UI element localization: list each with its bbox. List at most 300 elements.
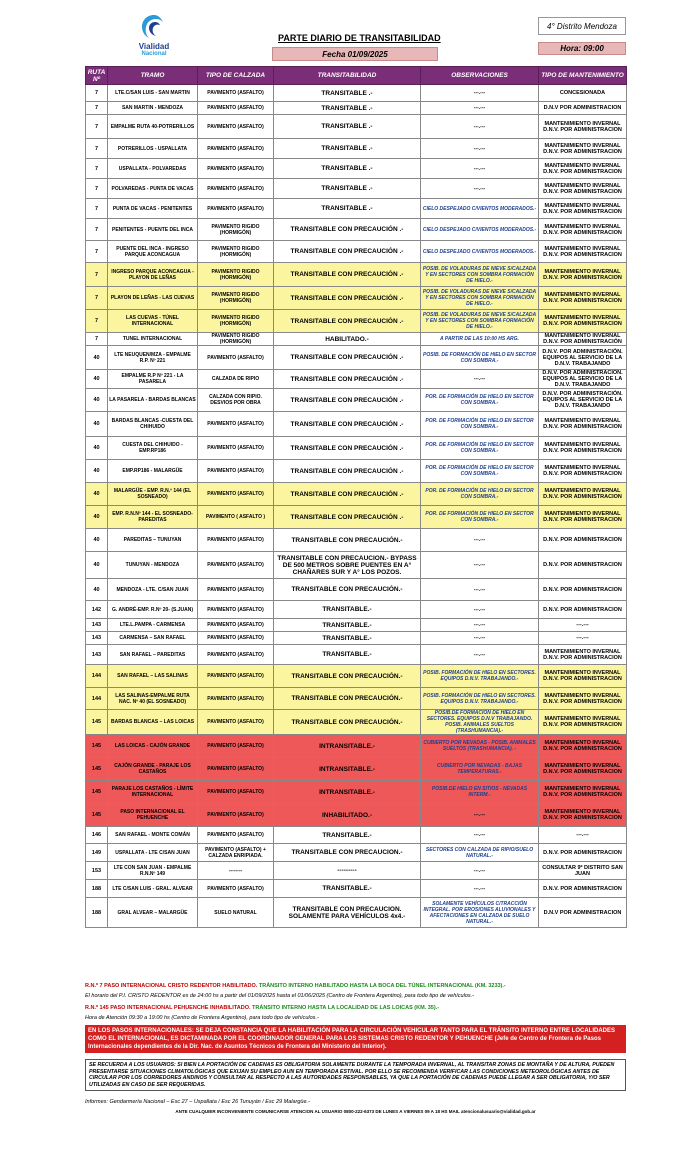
- cell-mant: MANTENIMIENTO INVERNAL D.N.V. POR ADMINISTRACION: [539, 310, 627, 333]
- table-row: [86, 898, 627, 928]
- table-row: [86, 483, 627, 506]
- cell-obs: POR. DE FORMACIÓN DE HIELO EN SECTOR CON SOMBRA.-: [421, 412, 539, 437]
- cell-mant: MANTENIMIENTO INVERNAL D.N.V. POR ADMINISTRACION: [539, 758, 627, 781]
- cell-ruta: 40: [86, 506, 108, 529]
- cell-calzada: PAVIMENTO (ASFALTO): [198, 159, 274, 179]
- cell-tramo: LAS LOICAS - CAJÓN GRANDE: [108, 735, 198, 758]
- cell-trans: INTRANSITABLE.-: [274, 781, 421, 804]
- cell-tramo: PASO INTERNACIONAL EL PEHUENCHE: [108, 804, 198, 827]
- header-tramo: TRAMO: [108, 67, 198, 85]
- table-row: [86, 880, 627, 898]
- cell-obs: ---.---: [421, 645, 539, 665]
- cell-mant: MANTENIMIENTO INVERNAL D.N.V. POR ADMINISTRACION: [539, 735, 627, 758]
- cell-ruta: 153: [86, 862, 108, 880]
- table-row: [86, 370, 627, 389]
- cell-obs: ---.---: [421, 579, 539, 601]
- cell-calzada: PAVIMENTO (ASFALTO): [198, 601, 274, 619]
- transitability-table: [85, 66, 627, 928]
- cell-trans: TRANSITABLE CON PRECAUCIÓN.-: [274, 579, 421, 601]
- contact-line: ANTE CUALQUIER INCONVENIENTE COMUNICARSE ATENCION AL USUARIO 0800-222-6373 DE LUNES A VIERNES 09 A 18 HS MAIL atencionalusuario@vialidad.gob.ar: [175, 1109, 536, 1114]
- cell-tramo: PLAYON DE LEÑAS - LAS CUEVAS: [108, 287, 198, 310]
- table-row: [86, 263, 627, 287]
- cell-tramo: BARDAS BLANCAS -CUESTA DEL CHIHUIDO: [108, 412, 198, 437]
- cell-trans: ---------: [274, 862, 421, 880]
- cell-ruta: 40: [86, 412, 108, 437]
- pehuenche-status-head: R.N.º 145 PASO INTERNACIONAL PEHUENCHE INHABILITADO.: [85, 1005, 251, 1011]
- cristo-horario: El horario del P.I. CRISTO REDENTOR es de 24:00 hs a partir del 01/09/2025 hasta el 01/06/2025 (Centro de Frontera Argentino), para todo tipo de vehículos.-: [85, 993, 474, 999]
- cell-trans: TRANSITABLE CON PRECAUCIÓN .-: [274, 310, 421, 333]
- cell-tramo: MENDOZA - LTE. C/SAN JUAN: [108, 579, 198, 601]
- cell-tramo: TUNUYAN - MENDOZA: [108, 552, 198, 579]
- cell-mant: MANTENIMIENTO INVERNAL D.N.V. POR ADMINISTRACION: [539, 287, 627, 310]
- vialidad-logo-icon: [139, 12, 169, 42]
- cell-tramo: SAN RAFAEL – LAS SALINAS: [108, 665, 198, 688]
- cell-tramo: POLVAREDAS - PUNTA DE VACAS: [108, 179, 198, 199]
- cell-mant: D.N.V. POR ADMINISTRACION: [539, 579, 627, 601]
- cell-tramo: EMP.RP186 - MALARGÜE: [108, 460, 198, 483]
- cell-obs: ---.---: [421, 804, 539, 827]
- cell-ruta: 7: [86, 102, 108, 115]
- cell-trans: TRANSITABLE CON PRECAUCIÓN.-: [274, 529, 421, 552]
- table-body: [86, 85, 627, 928]
- cell-calzada: PAVIMENTO (ASFALTO): [198, 460, 274, 483]
- cell-calzada: PAVIMENTO (ASFALTO): [198, 483, 274, 506]
- cell-trans: TRANSITABLE CON PRECAUCIÓN .-: [274, 389, 421, 412]
- cell-tramo: LTE CON SAN JUAN - EMPALME R.N.Nº 149: [108, 862, 198, 880]
- cell-obs: POSIB. DE VOLADURAS DE NIEVE S/CALZADA Y EN SECTORES CON SOMBRA FORMACIÓN DE HIELO.-: [421, 310, 539, 333]
- cell-ruta: 7: [86, 219, 108, 241]
- cell-ruta: 145: [86, 781, 108, 804]
- cristo-status-tail: TRÁNSITO INTERNO HABILITADO HASTA LA BOCA DEL TÚNEL INTERNACIONAL (KM. 3233).-: [258, 983, 506, 989]
- table-row: [86, 310, 627, 333]
- pasos-internacionales-notice: EN LOS PASOS INTERNACIONALES: SE DEJA CONSTANCIA QUE LA HABILITACIÓN PARA LA CIRCULACIÓN VEHICULAR TANTO PARA EL TRÁNSITO INTERNO ENTRE LOCALIDADES COMO EL INTERNACIONAL, ES DICTAMINADA POR EL COORDINADOR GENERAL PARA LOS SISTEMAS CRISTO REDENTOR Y PEHUENCHE (Jefe de Centro de Frontera de Pasos Internacionales dependientes de la Dir. Nac. de Asuntos Técnicos de Frontera del Ministerio del Interior).: [85, 1025, 626, 1053]
- cell-obs: ---.---: [421, 619, 539, 632]
- cell-tramo: LAS CUEVAS - TÚNEL INTERNACIONAL: [108, 310, 198, 333]
- table-row: [86, 688, 627, 710]
- cristo-redentor-status: [85, 983, 626, 990]
- cell-calzada: PAVIMENTO RIGIDO (HORMIGÓN): [198, 333, 274, 346]
- cell-ruta: 7: [86, 333, 108, 346]
- cell-tramo: SAN RAFAEL - MONTE COMÁN: [108, 827, 198, 844]
- cell-calzada: PAVIMENTO (ASFALTO): [198, 804, 274, 827]
- cell-calzada: PAVIMENTO RIGIDO (HORMIGÓN): [198, 287, 274, 310]
- cell-mant: CONCESIONADA: [539, 85, 627, 102]
- cristo-status-head: R.N.º 7 PASO INTERNACIONAL CRISTO REDENTOR HABILITADO.: [85, 983, 258, 989]
- cell-tramo: CAJÓN GRANDE - PARAJE LOS CASTAÑOS: [108, 758, 198, 781]
- cell-trans: TRANSITABLE CON PRECAUCION.-: [274, 844, 421, 862]
- cell-ruta: 40: [86, 437, 108, 460]
- cell-mant: MANTENIMIENTO INVERNAL D.N.V. POR ADMINISTRACION: [539, 645, 627, 665]
- cell-calzada: PAVIMENTO RIGIDO (HORMIGÓN): [198, 219, 274, 241]
- cell-mant: MANTENIMIENTO INVERNAL D.N.V. POR ADMINISTRACION: [539, 688, 627, 710]
- cell-obs: CUBIERTO POR NEVADAS - POSIB. ANIMALES SUELTOS (TRASHUMANCIA). -: [421, 735, 539, 758]
- table-row: [86, 645, 627, 665]
- header-mantenimiento: TIPO DE MANTENIMIENTO: [539, 67, 627, 85]
- cell-ruta: 145: [86, 735, 108, 758]
- cell-tramo: EMPALME R.P Nº 221 - LA PASARELA: [108, 370, 198, 389]
- cell-obs: CIELO DESPEJADO C/VIENTOS MODERADOS.-: [421, 219, 539, 241]
- cell-ruta: 145: [86, 758, 108, 781]
- table-header-row: [86, 67, 627, 85]
- cell-calzada: PAVIMENTO (ASFALTO): [198, 632, 274, 645]
- cell-mant: D.N.V. POR ADMINISTRACIÓN. EQUIPOS AL SERVICIO DE LA D.N.V. TRABAJANDO: [539, 370, 627, 389]
- cell-obs: POSIB. FORMACIÓN DE HIELO EN SECTORES. EQUIPOS D.N.V. TRABAJANDO.-: [421, 665, 539, 688]
- cell-trans: TRANSITABLE .-: [274, 85, 421, 102]
- vialidad-logo: [134, 12, 174, 64]
- cell-obs: ---.---: [421, 139, 539, 159]
- logo-subtext: Nacional: [141, 51, 167, 57]
- cell-mant: MANTENIMIENTO INVERNAL D.N.V. POR ADMINISTRACION: [539, 241, 627, 263]
- cell-ruta: 149: [86, 844, 108, 862]
- cell-ruta: 40: [86, 579, 108, 601]
- cell-trans: TRANSITABLE .-: [274, 179, 421, 199]
- cell-obs: ---.---: [421, 102, 539, 115]
- table-row: [86, 506, 627, 529]
- cell-trans: TRANSITABLE CON PRECAUCIÓN .-: [274, 437, 421, 460]
- cell-obs: CIELO DESPEJADO C/VIENTOS MODERADOS.-: [421, 199, 539, 219]
- cell-tramo: EMPALME RUTA 40-POTRERILLOS: [108, 115, 198, 139]
- table-row: [86, 758, 627, 781]
- table-row: [86, 389, 627, 412]
- cell-ruta: 7: [86, 139, 108, 159]
- header-transitabilidad: TRANSITABILIDAD: [274, 67, 421, 85]
- cell-tramo: CARMENSA – SAN RAFAEL: [108, 632, 198, 645]
- table-row: [86, 241, 627, 263]
- pehuenche-atencion: Hora de Atención 09:30 a 19:00 hs (Centro de Frontera Argentino), para todo tipo de vehículos.-: [85, 1015, 319, 1021]
- cell-trans: HABILITADO.-: [274, 333, 421, 346]
- pehuenche-status: [85, 1005, 626, 1012]
- cell-trans: INTRANSITABLE.-: [274, 735, 421, 758]
- table-row: [86, 632, 627, 645]
- cell-tramo: LTE.L.PAMPA - CARMENSA: [108, 619, 198, 632]
- cell-mant: MANTENIMIENTO INVERNAL D.N.V. POR ADMINISTRACION: [539, 781, 627, 804]
- table-row: [86, 804, 627, 827]
- cell-calzada: PAVIMENTO (ASFALTO): [198, 102, 274, 115]
- cell-calzada: PAVIMENTO RIGIDO (HORMIGÓN): [198, 263, 274, 287]
- cell-calzada: PAVIMENTO (ASFALTO): [198, 139, 274, 159]
- cell-obs: ---.---: [421, 179, 539, 199]
- cell-tramo: GRAL ALVEAR – MALARGÜE: [108, 898, 198, 928]
- cell-mant: MANTENIMIENTO INVERNAL D.N.V. POR ADMINISTRACION: [539, 710, 627, 735]
- cell-obs: POSIB. DE FORMACIÓN DE HIELO EN SECTOR CON SOMBRA.-: [421, 346, 539, 370]
- cell-calzada: PAVIMENTO (ASFALTO): [198, 199, 274, 219]
- cell-trans: TRANSITABLE CON PRECAUCIÓN .-: [274, 483, 421, 506]
- cell-trans: TRANSITABLE .-: [274, 139, 421, 159]
- cell-ruta: 146: [86, 827, 108, 844]
- cell-mant: MANTENIMIENTO INVERNAL D.N.V. POR ADMINISTRACION: [539, 115, 627, 139]
- cell-trans: TRANSITABLE.-: [274, 645, 421, 665]
- cell-calzada: PAVIMENTO ( ASFALTO ): [198, 506, 274, 529]
- table-row: [86, 139, 627, 159]
- cell-mant: D.N.V. POR ADMINISTRACIÓN. EQUIPOS AL SERVICIO DE LA D.N.V. TRABAJANDO: [539, 346, 627, 370]
- report-date: Fecha 01/09/2025: [272, 47, 438, 61]
- cell-obs: POSIB.DE FORMACIÓN DE HIELO EN SECTORES. EQUIPOS D.N.V TRABAJANDO. POSIB. ANIMALES SUELTOS (TRASHUMANCIA).-: [421, 710, 539, 735]
- cell-obs: ---.---: [421, 632, 539, 645]
- cell-obs: CIELO DESPEJADO C/VIENTOS MODERADOS.-: [421, 241, 539, 263]
- cell-mant: D.N.V. POR ADMINISTRACION: [539, 529, 627, 552]
- cell-mant: MANTENIMIENTO INVERNAL D.N.V. POR ADMINISTRACION: [539, 159, 627, 179]
- cell-ruta: 188: [86, 880, 108, 898]
- cell-obs: CUBIERTO POR NEVADAS - BAJAS TEMPERATURAS.-: [421, 758, 539, 781]
- cell-mant: MANTENIMIENTO INVERNAL D.N.V. POR ADMINISTRACION: [539, 506, 627, 529]
- cell-ruta: 7: [86, 85, 108, 102]
- cell-tramo: MALARGÜE - EMP. R.N.º 144 (EL SOSNEADO): [108, 483, 198, 506]
- table-row: [86, 529, 627, 552]
- table-row: [86, 710, 627, 735]
- cell-obs: POSIB. DE VOLADURAS DE NIEVE S/CALZADA Y EN SECTORES CON SOMBRA FORMACIÓN DE HIELO.-: [421, 287, 539, 310]
- header-observaciones: OBSERVACIONES: [421, 67, 539, 85]
- cell-mant: MANTENIMIENTO INVERNAL D.N.V. POR ADMINISTRACION: [539, 263, 627, 287]
- cell-trans: TRANSITABLE.-: [274, 880, 421, 898]
- cell-ruta: 40: [86, 389, 108, 412]
- cell-ruta: 40: [86, 460, 108, 483]
- cell-calzada: PAVIMENTO (ASFALTO): [198, 437, 274, 460]
- cell-calzada: PAVIMENTO (ASFALTO): [198, 179, 274, 199]
- cell-mant: D.N.V POR ADMINISTRACION: [539, 898, 627, 928]
- informes-source: Informes: Gendarmería Nacional – Esc 27 – Uspallata / Esc 26 Tunuyán / Esc 29 Malargüe.-: [85, 1099, 310, 1105]
- cell-tramo: G. ANDRÉ-EMP. R.Nº 20- (S.JUAN): [108, 601, 198, 619]
- cell-obs: SECTORES CON CALZADA DE RIPIO/SUELO NATURAL.-: [421, 844, 539, 862]
- cell-obs: ---.---: [421, 159, 539, 179]
- cell-mant: D.N.V. POR ADMINISTRACION: [539, 552, 627, 579]
- table-row: [86, 460, 627, 483]
- cell-trans: TRANSITABLE.-: [274, 619, 421, 632]
- cell-tramo: USPALLATA - LTE C/SAN JUAN: [108, 844, 198, 862]
- cell-ruta: 188: [86, 898, 108, 928]
- cell-mant: MANTENIMIENTO INVERNAL D.N.V. POR ADMINISTRACION: [539, 460, 627, 483]
- cell-calzada: PAVIMENTO (ASFALTO): [198, 619, 274, 632]
- cell-ruta: 145: [86, 804, 108, 827]
- cell-mant: D.N.V. POR ADMINISTRACION: [539, 601, 627, 619]
- cell-obs: POR. DE FORMACIÓN DE HIELO EN SECTOR CON SOMBRA.-: [421, 483, 539, 506]
- cell-calzada: PAVIMENTO (ASFALTO): [198, 346, 274, 370]
- cell-calzada: PAVIMENTO (ASFALTO): [198, 735, 274, 758]
- cell-ruta: 7: [86, 199, 108, 219]
- table-row: [86, 219, 627, 241]
- page-title: PARTE DIARIO DE TRANSITABILIDAD: [278, 33, 441, 43]
- cell-ruta: 144: [86, 665, 108, 688]
- cell-trans: TRANSITABLE.-: [274, 632, 421, 645]
- cell-calzada: PAVIMENTO (ASFALTO): [198, 85, 274, 102]
- cell-mant: MANTENIMIENTO INVERNAL D.N.V. POR ADMINISTRACION: [539, 804, 627, 827]
- cell-ruta: 143: [86, 632, 108, 645]
- report-time: Hora: 09:00: [538, 42, 626, 55]
- cell-mant: MANTENIMIENTO INVERNAL D.N.V. POR ADMINISTRACION: [539, 483, 627, 506]
- cell-tramo: PARAJE LOS CASTAÑOS - LÍMITE INTERNACIONAL: [108, 781, 198, 804]
- cell-tramo: SAN RAFAEL – PAREDITAS: [108, 645, 198, 665]
- pehuenche-status-tail: TRÁNSITO INTERNO HASTA LA LOCALIDAD DE LAS LOICAS (KM. 35).-: [252, 1005, 440, 1011]
- cell-ruta: 7: [86, 287, 108, 310]
- cell-tramo: CUESTA DEL CHIHUIDO - EMP.RP186: [108, 437, 198, 460]
- cell-calzada: PAVIMENTO RIGIDO (HORMIGÓN): [198, 241, 274, 263]
- cell-calzada: PAVIMENTO (ASFALTO): [198, 781, 274, 804]
- cell-tramo: LTE.C/SAN LUIS - SAN MARTIN: [108, 85, 198, 102]
- cell-calzada: PAVIMENTO (ASFALTO): [198, 645, 274, 665]
- cell-calzada: PAVIMENTO (ASFALTO): [198, 552, 274, 579]
- cell-tramo: LAS SALINAS-EMPALME RUTA NAC. Nº 40 (EL SOSNEADO): [108, 688, 198, 710]
- cell-mant: MANTENIMIENTO INVERNAL D.N.V. POR ADMINISTRACION: [539, 412, 627, 437]
- district-label: 4° Distrito Mendoza: [538, 17, 626, 35]
- cell-calzada: PAVIMENTO (ASFALTO): [198, 827, 274, 844]
- cell-trans: TRANSITABLE CON PRECAUCIÓN.-: [274, 665, 421, 688]
- cell-obs: POSIB. FORMACIÓN DE HIELO EN SECTORES. EQUIPOS D.N.V. TRABAJANDO.-: [421, 688, 539, 710]
- cell-mant: ---.---: [539, 632, 627, 645]
- report-footer: [85, 983, 626, 1114]
- logo-text: Vialidad: [138, 42, 170, 51]
- cell-mant: MANTENIMIENTO INVERNAL D.N.V. POR ADMINISTRACION: [539, 199, 627, 219]
- table-row: [86, 844, 627, 862]
- cell-mant: ---.---: [539, 619, 627, 632]
- table-row: [86, 199, 627, 219]
- cell-tramo: BARDAS BLANCAS – LAS LOICAS: [108, 710, 198, 735]
- cell-calzada: PAVIMENTO (ASFALTO): [198, 529, 274, 552]
- cell-obs: ---.---: [421, 880, 539, 898]
- table-row: [86, 601, 627, 619]
- cell-trans: TRANSITABLE CON PRECAUCIÓN .-: [274, 241, 421, 263]
- table-row: [86, 665, 627, 688]
- cell-calzada: PAVIMENTO (ASFALTO): [198, 758, 274, 781]
- table-row: [86, 437, 627, 460]
- cell-trans: TRANSITABLE .-: [274, 159, 421, 179]
- cell-mant: D.N.V. POR ADMINISTRACION: [539, 880, 627, 898]
- cell-obs: ---.---: [421, 85, 539, 102]
- cell-tramo: INGRESO PARQUE ACONCAGUA - PLAYON DE LEÑAS: [108, 263, 198, 287]
- cell-trans: TRANSITABLE CON PRECAUCIÓN.-: [274, 688, 421, 710]
- cell-obs: ---.---: [421, 529, 539, 552]
- cell-obs: SOLAMENTE VEHÍCULOS C/TRACCIÓN INTEGRAL. POR EROSIONES ALUVIONALES Y AFECTACIONES EN CALZADA DE SUELO NATURAL.-: [421, 898, 539, 928]
- cell-ruta: 40: [86, 483, 108, 506]
- cell-tramo: USPALLATA - POLVAREDAS: [108, 159, 198, 179]
- cell-tramo: LA PASARELA - BARDAS BLANCAS: [108, 389, 198, 412]
- cell-ruta: 142: [86, 601, 108, 619]
- cell-ruta: 40: [86, 529, 108, 552]
- table-row: [86, 115, 627, 139]
- cell-trans: TRANSITABLE CON PRECAUCIÓN .-: [274, 263, 421, 287]
- cell-trans: TRANSITABLE CON PRECAUCION. SOLAMENTE PARA VEHÍCULOS 4x4.-: [274, 898, 421, 928]
- cell-calzada: PAVIMENTO (ASFALTO) + CALZADA ENRIPIADA.: [198, 844, 274, 862]
- cell-tramo: LTE NEUQUEN/MZA - EMPALME R.P. Nº 221: [108, 346, 198, 370]
- table-row: [86, 862, 627, 880]
- cell-obs: ---.---: [421, 862, 539, 880]
- cell-obs: POR. DE FORMACIÓN DE HIELO EN SECTOR CON SOMBRA.-: [421, 506, 539, 529]
- cell-trans: TRANSITABLE CON PRECAUCIÓN .-: [274, 506, 421, 529]
- cell-mant: MANTENIMIENTO INVERNAL D.N.V. POR ADMINISTRACIÓN: [539, 333, 627, 346]
- cell-trans: TRANSITABLE .-: [274, 115, 421, 139]
- cell-ruta: 40: [86, 552, 108, 579]
- header-ruta: RUTA Nº: [86, 67, 108, 85]
- cell-mant: MANTENIMIENTO INVERNAL D.N.V. POR ADMINISTRACION: [539, 179, 627, 199]
- cell-calzada: PAVIMENTO (ASFALTO): [198, 579, 274, 601]
- table-row: [86, 287, 627, 310]
- cell-calzada: CALZADA DE RIPIO: [198, 370, 274, 389]
- cell-mant: ---.---: [539, 827, 627, 844]
- cell-calzada: PAVIMENTO (ASFALTO): [198, 688, 274, 710]
- table-row: [86, 735, 627, 758]
- cell-trans: INTRANSITABLE.-: [274, 758, 421, 781]
- table-row: [86, 346, 627, 370]
- cell-tramo: PAREDITAS – TUNUYAN: [108, 529, 198, 552]
- cell-obs: ---.---: [421, 601, 539, 619]
- cell-calzada: CALZADA CON RIPIO. DESVIOS POR OBRA: [198, 389, 274, 412]
- cell-trans: TRANSITABLE.-: [274, 827, 421, 844]
- cell-tramo: TUNEL INTERNACIONAL: [108, 333, 198, 346]
- cell-ruta: 40: [86, 370, 108, 389]
- cell-trans: INHABILITADO.-: [274, 804, 421, 827]
- cell-mant: D.N.V POR ADMINISTRACION: [539, 102, 627, 115]
- cell-mant: MANTENIMIENTO INVERNAL D.N.V. POR ADMINISTRACION: [539, 139, 627, 159]
- cell-calzada: PAVIMENTO (ASFALTO): [198, 880, 274, 898]
- table-row: [86, 159, 627, 179]
- cell-obs: POR. DE FORMACIÓN DE HIELO EN SECTOR CON SOMBRA.-: [421, 460, 539, 483]
- cell-trans: TRANSITABLE CON PRECAUCIÓN .-: [274, 346, 421, 370]
- cell-ruta: 7: [86, 241, 108, 263]
- cell-trans: TRANSITABLE CON PRECAUCIÓN .-: [274, 287, 421, 310]
- cell-ruta: 40: [86, 346, 108, 370]
- table-row: [86, 102, 627, 115]
- cell-ruta: 143: [86, 645, 108, 665]
- cell-obs: A PARTIR DE LAS 10:00 HS ARG.: [421, 333, 539, 346]
- cell-mant: CONSULTAR 9º DISTRITO SAN JUAN: [539, 862, 627, 880]
- cell-ruta: 7: [86, 263, 108, 287]
- cell-tramo: PENITENTES - PUENTE DEL INCA: [108, 219, 198, 241]
- cell-ruta: 7: [86, 159, 108, 179]
- table-row: [86, 85, 627, 102]
- cell-obs: ---.---: [421, 552, 539, 579]
- cell-mant: D.N.V. POR ADMINISTRACIÓN. EQUIPOS AL SERVICIO DE LA D.N.V. TRABAJANDO: [539, 389, 627, 412]
- table-row: [86, 781, 627, 804]
- cell-obs: ---.---: [421, 370, 539, 389]
- cell-ruta: 7: [86, 115, 108, 139]
- cell-ruta: 7: [86, 310, 108, 333]
- cell-tramo: SAN MARTIN - MENDOZA: [108, 102, 198, 115]
- cell-obs: ---.---: [421, 827, 539, 844]
- header-calzada: TIPO DE CALZADA: [198, 67, 274, 85]
- cell-trans: TRANSITABLE .-: [274, 102, 421, 115]
- cell-trans: TRANSITABLE CON PRECAUCIÓN .-: [274, 370, 421, 389]
- cell-trans: TRANSITABLE CON PRECAUCIÓN .-: [274, 219, 421, 241]
- cell-calzada: PAVIMENTO RIGIDO (HORMIGÓN): [198, 310, 274, 333]
- cell-tramo: POTRERILLOS - USPALLATA: [108, 139, 198, 159]
- table-row: [86, 333, 627, 346]
- cell-ruta: 145: [86, 710, 108, 735]
- cell-calzada: PAVIMENTO (ASFALTO): [198, 710, 274, 735]
- cell-ruta: 144: [86, 688, 108, 710]
- table-row: [86, 412, 627, 437]
- cell-trans: TRANSITABLE .-: [274, 199, 421, 219]
- table-row: [86, 179, 627, 199]
- cell-mant: MANTENIMIENTO INVERNAL D.N.V. POR ADMINISTRACION: [539, 665, 627, 688]
- cell-trans: TRANSITABLE CON PRECAUCIÓN .-: [274, 412, 421, 437]
- cell-ruta: 7: [86, 179, 108, 199]
- cell-tramo: EMP. R.N.Nº 144 - EL SOSNEADO- PAREDITAS: [108, 506, 198, 529]
- cadenas-reminder: SE RECUERDA A LOS USUARIOS: SI BIEN LA PORTACIÓN DE CADENAS ES OBLIGATORIA SOLAMENTE DURANTE LA TEMPORADA INVERNAL, AL TRANSITAR ZONAS DE MONTAÑA Y DE ALTURA, PUEDEN PRESENTARSE SITUACIONES CLIMATOLÓGICAS QUE EXIJAN SU EMPLEO AUN EN TEMPORADA ESTIVAL. POR ELLO SE RECOMIENDA VERIFICAR LAS CONDICIONES METEOROLÓGICAS ANTES DE CIRCULAR POR LOS CORREDORES ANDINOS Y CONSULTAR AL RESPECTO A LAS AUTORIDADES RESPONSABLES, YA QUE LA PORTACIÓN DE CADENAS PUEDE LLEGAR A SER OBLIGATORIA, Y/O SER UTILIZADAS EN CASO DE SER REQUERIDAS.: [85, 1059, 626, 1091]
- table-row: [86, 619, 627, 632]
- cell-tramo: PUNTA DE VACAS - PENITENTES: [108, 199, 198, 219]
- cell-calzada: PAVIMENTO (ASFALTO): [198, 115, 274, 139]
- cell-tramo: PUENTE DEL INCA - INGRESO PARQUE ACONCAGUA: [108, 241, 198, 263]
- cell-obs: POR. DE FORMACIÓN DE HIELO EN SECTOR CON SOMBRA.-: [421, 437, 539, 460]
- cell-obs: POSIB. DE VOLADURAS DE NIEVE S/CALZADA Y EN SECTORES CON SOMBRA FORMACIÓN DE HIELO.-: [421, 263, 539, 287]
- cell-mant: D.N.V. POR ADMINISTRACION: [539, 844, 627, 862]
- cell-trans: TRANSITABLE CON PRECAUCION.- BYPASS DE 500 METROS SOBRE PUENTES EN A° CHAÑARES SUR Y A° LOS POZOS.: [274, 552, 421, 579]
- cell-mant: MANTENIMIENTO INVERNAL D.N.V. POR ADMINISTRACION: [539, 219, 627, 241]
- cell-obs: POR. DE FORMACIÓN DE HIELO EN SECTOR CON SOMBRA.-: [421, 389, 539, 412]
- cell-calzada: PAVIMENTO (ASFALTO): [198, 665, 274, 688]
- table-row: [86, 579, 627, 601]
- cell-ruta: 143: [86, 619, 108, 632]
- cell-calzada: --------: [198, 862, 274, 880]
- cell-calzada: PAVIMENTO (ASFALTO): [198, 412, 274, 437]
